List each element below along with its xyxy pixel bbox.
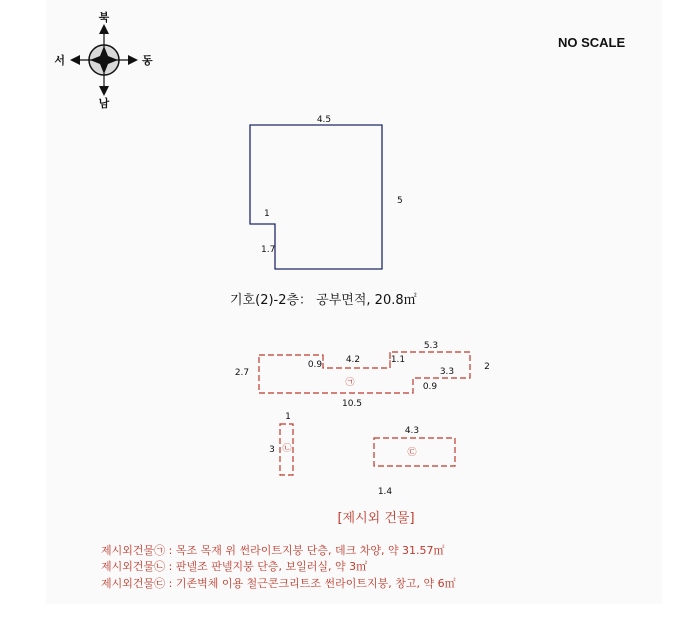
annex-3-marker: ㉢	[407, 448, 417, 458]
north-arrow-icon	[99, 24, 109, 34]
annex-1-dim-2: 2	[484, 362, 490, 372]
annex-1-dim-11: 1.1	[390, 355, 406, 365]
legend-line-2: 제시외건물㉡ : 판넬조 판넬지붕 단층, 보일러실, 약 3㎡	[101, 560, 368, 573]
annex-1-outline	[259, 352, 470, 393]
annex-2-dim-height: 3	[269, 445, 275, 455]
compass-east-label: 동	[142, 54, 153, 67]
annex-1-dim-33: 3.3	[439, 367, 455, 377]
annex-1-dim-09a: 0.9	[307, 360, 323, 370]
annex-3-dim-height: 1.4	[377, 487, 393, 497]
annex-1-marker: ㉠	[345, 378, 355, 388]
east-arrow-icon	[128, 55, 138, 65]
plan-caption: 기호(2)-2층： 공부면적, 20.8㎡	[230, 293, 417, 308]
annex-1-dim-42: 4.2	[345, 355, 361, 365]
legend-title: [제시외 건물]	[337, 511, 415, 526]
annex-3-dim-width: 4.3	[404, 426, 420, 436]
compass-south-label: 남	[98, 97, 110, 110]
south-arrow-icon	[99, 86, 109, 96]
annex-1-dim-105: 10.5	[341, 399, 363, 409]
compass-north-label: 북	[98, 11, 110, 24]
dim-notch-width: 1	[264, 209, 270, 219]
annex-1-dim-09b: 0.9	[422, 382, 438, 392]
west-arrow-icon	[70, 55, 80, 65]
annex-2-dim-width: 1	[285, 412, 291, 422]
dim-top: 4.5	[316, 115, 332, 125]
legend-line-1: 제시외건물㉠ : 목조 목재 위 썬라이트지붕 단층, 데크 차양, 약 31.57㎡	[101, 544, 445, 557]
compass	[54, 10, 153, 110]
annex-2-marker: ㉡	[282, 444, 292, 454]
annex-1-dim-27: 2.7	[234, 368, 250, 378]
annex-1-dim-53: 5.3	[423, 341, 439, 351]
legend-line-3: 제시외건물㉢ : 기존벽체 이용 철근콘크리트조 썬라이트지붕, 창고, 약 6㎡	[101, 577, 456, 590]
scale-note: NO SCALE	[558, 35, 626, 50]
dim-right: 5	[397, 196, 403, 206]
dim-notch-height: 1.7	[261, 245, 276, 255]
compass-west-label: 서	[54, 54, 65, 67]
